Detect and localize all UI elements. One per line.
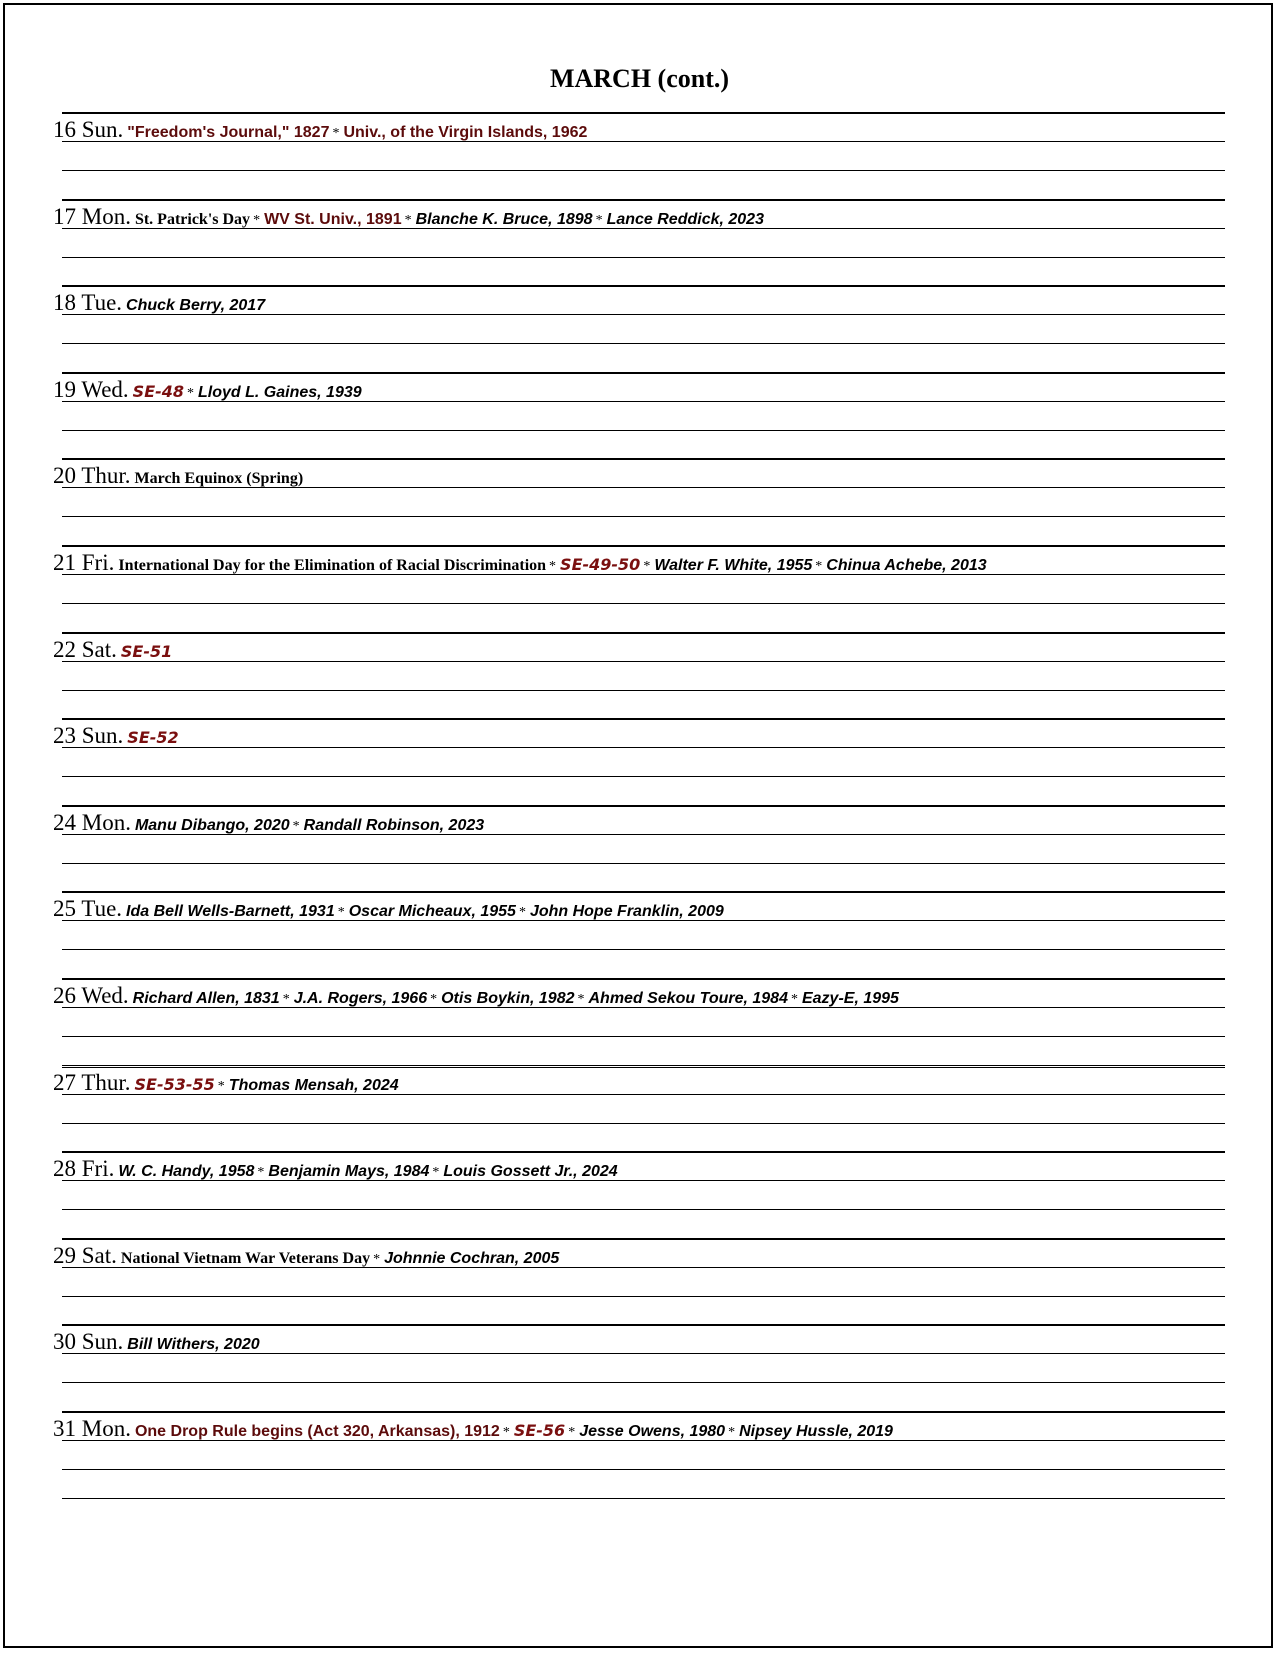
entry-day-label: 26 Wed. (53, 983, 129, 1008)
entry-day-label: 19 Wed. (53, 377, 129, 402)
writing-line (62, 1180, 1225, 1181)
entry-separator: * (282, 992, 290, 1007)
entry-event: Chuck Berry, 2017 (126, 297, 266, 314)
entry-event: International Day for the Elimination of Racial Discrimination (118, 557, 547, 574)
calendar-entry (53, 376, 1239, 404)
writing-line (62, 314, 1225, 315)
writing-line (62, 603, 1225, 604)
entry-event: Johnnie Cochran, 2005 (384, 1250, 560, 1267)
se-event-code: SE-51 (120, 642, 173, 661)
entry-separator: * (595, 213, 603, 228)
writing-line (62, 1498, 1225, 1499)
calendar-entry (53, 636, 1239, 664)
entry-top-rule (62, 1065, 1225, 1068)
writing-line (62, 1382, 1225, 1383)
entry-top-rule (62, 718, 1225, 720)
calendar-entry (53, 289, 1239, 317)
entry-separator: * (430, 992, 438, 1007)
entry-event: Louis Gossett Jr., 2024 (443, 1163, 618, 1180)
writing-line (62, 1123, 1225, 1124)
entry-event: WV St. Univ., 1891 (264, 211, 402, 228)
entry-event: "Freedom's Journal," 1827 (127, 124, 330, 141)
entry-top-rule (62, 1151, 1225, 1153)
entry-separator: * (257, 1165, 265, 1180)
writing-line (62, 1469, 1225, 1470)
entry-separator: * (292, 819, 300, 834)
entry-separator: * (502, 1425, 510, 1440)
entry-top-rule (62, 891, 1225, 893)
entry-day-label: 21 Fri. (53, 550, 115, 575)
entry-separator: * (815, 559, 823, 574)
entry-top-rule (62, 632, 1225, 634)
entry-day-label: 23 Sun. (53, 723, 124, 748)
writing-line (62, 141, 1225, 142)
entry-separator: * (577, 992, 585, 1007)
entry-separator: * (187, 386, 195, 401)
entry-top-rule (62, 545, 1225, 547)
entry-separator: * (549, 559, 557, 574)
writing-line (62, 661, 1225, 662)
entry-event: National Vietnam War Veterans Day (120, 1250, 371, 1267)
writing-line (62, 430, 1225, 431)
writing-line (62, 487, 1225, 488)
writing-line (62, 949, 1225, 950)
entry-day-label: 30 Sun. (53, 1329, 124, 1354)
writing-line (62, 1094, 1225, 1095)
se-event-code: SE-56 (513, 1421, 566, 1440)
se-event-code: SE-52 (127, 728, 179, 747)
writing-line (62, 690, 1225, 691)
entry-separator: * (404, 213, 412, 228)
entry-event: Bill Withers, 2020 (127, 1336, 260, 1353)
writing-line (62, 747, 1225, 748)
entry-event: Ida Bell Wells-Barnett, 1931 (126, 903, 335, 920)
calendar-entry (53, 1069, 1239, 1097)
writing-line (62, 401, 1225, 402)
entry-event: Benjamin Mays, 1984 (268, 1163, 430, 1180)
writing-line (62, 1209, 1225, 1210)
writing-line (62, 1007, 1225, 1008)
entry-event: Eazy-E, 1995 (801, 990, 899, 1007)
entry-event: Randall Robinson, 2023 (303, 817, 485, 834)
entry-separator: * (373, 1252, 381, 1267)
entry-top-rule (62, 1238, 1225, 1240)
entry-day-label: 27 Thur. (53, 1070, 131, 1095)
entry-separator: * (332, 126, 340, 141)
entry-separator: * (518, 905, 526, 920)
entry-day-label: 31 Mon. (53, 1416, 131, 1441)
calendar-entry (53, 1328, 1239, 1356)
entry-top-rule (62, 1324, 1225, 1326)
writing-line (62, 257, 1225, 258)
entry-day-label: 28 Fri. (53, 1156, 115, 1181)
entry-event: Ahmed Sekou Toure, 1984 (588, 990, 788, 1007)
entry-event: Nipsey Hussle, 2019 (739, 1423, 893, 1440)
entry-day-label: 29 Sat. (53, 1243, 117, 1268)
calendar-entry (53, 809, 1239, 837)
writing-line (62, 1036, 1225, 1037)
entry-separator: * (217, 1079, 225, 1094)
se-event-code: SE-53-55 (134, 1075, 215, 1094)
calendar-entry (53, 462, 1239, 490)
entry-event: Blanche K. Bruce, 1898 (415, 211, 593, 228)
calendar-entry (53, 1155, 1239, 1183)
entry-event: St. Patrick's Day (134, 211, 251, 228)
entry-event: Walter F. White, 1955 (654, 557, 813, 574)
entry-event: Jesse Owens, 1980 (579, 1423, 726, 1440)
entry-day-label: 20 Thur. (53, 463, 131, 488)
writing-line (62, 170, 1225, 171)
entry-day-label: 22 Sat. (53, 637, 117, 662)
entry-event: Chinua Achebe, 2013 (826, 557, 987, 574)
entry-separator: * (253, 213, 261, 228)
entry-top-rule (62, 805, 1225, 807)
entry-day-label: 16 Sun. (53, 117, 124, 142)
writing-line (62, 920, 1225, 921)
page-title: MARCH (cont.) (549, 64, 730, 93)
entry-event: Lance Reddick, 2023 (606, 211, 764, 228)
entry-top-rule (62, 285, 1225, 287)
entry-day-label: 17 Mon. (53, 204, 131, 229)
writing-line (62, 574, 1225, 575)
writing-line (62, 228, 1225, 229)
calendar-entry (53, 1242, 1239, 1270)
writing-line (62, 1440, 1225, 1441)
calendar-entry (53, 722, 1239, 750)
entry-top-rule (62, 372, 1225, 374)
entry-separator: * (790, 992, 798, 1007)
entry-separator: * (728, 1425, 736, 1440)
entry-separator: * (432, 1165, 440, 1180)
entry-separator: * (643, 559, 651, 574)
entry-event: J.A. Rogers, 1966 (293, 990, 428, 1007)
entry-event: Lloyd L. Gaines, 1939 (198, 384, 362, 401)
calendar-entry (53, 549, 1239, 577)
calendar-entry (53, 1415, 1239, 1443)
entry-event: W. C. Handy, 1958 (118, 1163, 255, 1180)
entry-day-label: 25 Tue. (53, 896, 123, 921)
calendar-entry (53, 982, 1239, 1010)
entry-event: Richard Allen, 1831 (132, 990, 280, 1007)
entry-event: March Equinox (Spring) (134, 470, 304, 487)
writing-line (62, 863, 1225, 864)
writing-line (62, 1353, 1225, 1354)
entry-top-rule (62, 978, 1225, 980)
entry-event: Otis Boykin, 1982 (441, 990, 575, 1007)
entry-top-rule (62, 199, 1225, 201)
entry-separator: * (337, 905, 345, 920)
entry-event: John Hope Franklin, 2009 (529, 903, 724, 920)
writing-line (62, 516, 1225, 517)
entry-top-rule (62, 458, 1225, 460)
calendar-entry (53, 895, 1239, 923)
writing-line (62, 776, 1225, 777)
entry-top-rule (62, 112, 1225, 114)
entry-day-label: 18 Tue. (53, 290, 123, 315)
calendar-entry (53, 203, 1239, 231)
entry-day-label: 24 Mon. (53, 810, 131, 835)
entry-event: Univ., of the Virgin Islands, 1962 (343, 124, 588, 141)
entry-event: One Drop Rule begins (Act 320, Arkansas), 1912 (134, 1423, 500, 1440)
se-event-code: SE-49-50 (560, 555, 641, 574)
entry-separator: * (568, 1425, 576, 1440)
writing-line (62, 1267, 1225, 1268)
entry-top-rule (62, 1411, 1225, 1413)
entry-event: Oscar Micheaux, 1955 (348, 903, 516, 920)
writing-line (62, 343, 1225, 344)
writing-line (62, 1296, 1225, 1297)
entry-event: Manu Dibango, 2020 (134, 817, 290, 834)
entry-event: Thomas Mensah, 2024 (228, 1077, 399, 1094)
se-event-code: SE-48 (132, 382, 185, 401)
calendar-entry (53, 116, 1239, 144)
writing-line (62, 834, 1225, 835)
